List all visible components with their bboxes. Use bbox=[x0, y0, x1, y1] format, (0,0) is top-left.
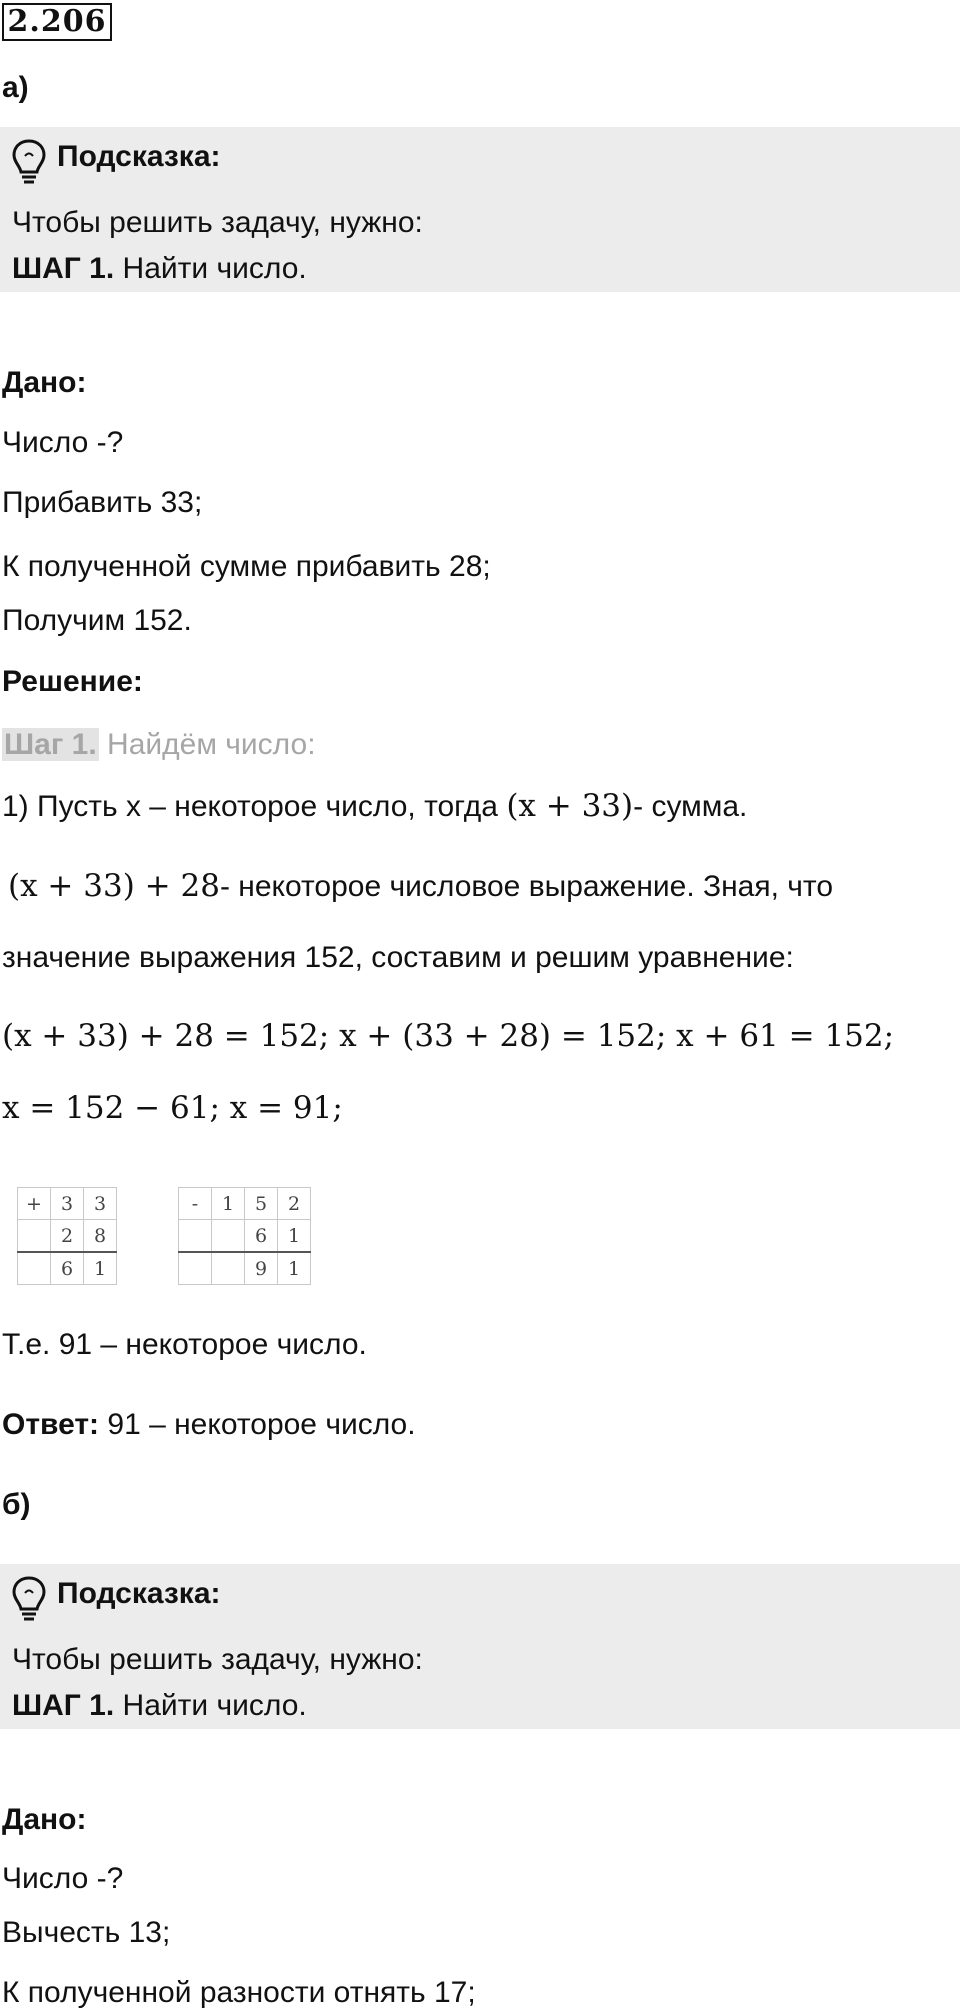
hint-box-a bbox=[0, 127, 960, 292]
equation-1: (x + 33) + 28 = 152; x + (33 + 28) = 152; x + 61 = 152; bbox=[2, 1018, 895, 1054]
line1-prefix: 1) Пусть x – некоторое число, тогда bbox=[2, 790, 507, 823]
calc-digit: 2 bbox=[278, 1188, 311, 1220]
lightbulb-icon bbox=[10, 1575, 48, 1621]
equation-2: x = 152 − 61; x = 91; bbox=[2, 1090, 343, 1126]
line1-suffix: - сумма. bbox=[633, 790, 748, 823]
hint-step-text: Найти число. bbox=[122, 1689, 307, 1722]
answer-label: Ответ: bbox=[2, 1408, 100, 1441]
given-line: К полученной разности отнять 17; bbox=[2, 1976, 476, 2009]
calc-cell bbox=[212, 1252, 245, 1285]
calc-cell bbox=[179, 1220, 212, 1253]
given-line: К полученной сумме прибавить 28; bbox=[2, 550, 491, 583]
calc-operator: - bbox=[179, 1188, 212, 1220]
answer bbox=[2, 1407, 416, 1443]
calc-cell bbox=[179, 1252, 212, 1285]
calc-cell bbox=[212, 1220, 245, 1253]
calc-digit: 6 bbox=[51, 1252, 84, 1285]
hint-step-label: ШАГ 1. bbox=[12, 252, 115, 285]
hint-intro: Чтобы решить задачу, нужно: bbox=[12, 1643, 423, 1676]
given-line: Прибавить 33; bbox=[2, 486, 203, 519]
hint-intro: Чтобы решить задачу, нужно: bbox=[12, 206, 423, 239]
line2-math: (x + 33) + 28 bbox=[8, 868, 220, 904]
calc-digit: 1 bbox=[278, 1220, 311, 1253]
solution-line-2 bbox=[8, 868, 833, 905]
given-title: Дано: bbox=[2, 366, 87, 399]
hint-step bbox=[12, 1688, 307, 1724]
calc-digit: 9 bbox=[245, 1252, 278, 1285]
given-title: Дано: bbox=[2, 1803, 87, 1836]
answer-text: 91 – некоторое число. bbox=[107, 1408, 416, 1441]
calc-digit: 1 bbox=[278, 1252, 311, 1285]
column-subtraction bbox=[178, 1187, 311, 1285]
calc-digit: 8 bbox=[84, 1220, 117, 1253]
hint-step-label: ШАГ 1. bbox=[12, 1689, 115, 1722]
calc-digit: 2 bbox=[51, 1220, 84, 1253]
hint-title: Подсказка: bbox=[57, 1577, 221, 1610]
conclusion: Т.е. 91 – некоторое число. bbox=[2, 1328, 367, 1361]
calc-digit: 6 bbox=[245, 1220, 278, 1253]
solution-step-label: Шаг 1. bbox=[4, 728, 97, 761]
calc-digit: 3 bbox=[51, 1188, 84, 1220]
calc-cell bbox=[18, 1220, 51, 1253]
hint-step bbox=[12, 251, 307, 287]
hint-title: Подсказка: bbox=[57, 140, 221, 173]
calc-digit: 1 bbox=[212, 1188, 245, 1220]
given-line: Число -? bbox=[2, 426, 124, 459]
given-line: Число -? bbox=[2, 1862, 124, 1895]
hint-box-b bbox=[0, 1564, 960, 1729]
calc-digit: 5 bbox=[245, 1188, 278, 1220]
solution-step-text: Найдём число: bbox=[107, 728, 316, 761]
problem-number: 2.206 bbox=[2, 3, 112, 41]
given-line: Вычесть 13; bbox=[2, 1916, 171, 1949]
solution-line-1 bbox=[2, 788, 747, 825]
column-addition bbox=[17, 1187, 117, 1285]
solution-step bbox=[2, 727, 316, 763]
part-b-label: б) bbox=[2, 1488, 31, 1521]
calc-digit: 1 bbox=[84, 1252, 117, 1285]
solution-title: Решение: bbox=[2, 665, 143, 698]
calc-operator: + bbox=[18, 1188, 51, 1220]
calc-cell bbox=[18, 1252, 51, 1285]
hint-step-text: Найти число. bbox=[122, 252, 307, 285]
given-line: Получим 152. bbox=[2, 604, 192, 637]
line2-suffix: - некоторое числовое выражение. Зная, что bbox=[219, 870, 834, 903]
lightbulb-icon bbox=[10, 138, 48, 184]
line1-math: (x + 33) bbox=[506, 788, 634, 824]
calc-digit: 3 bbox=[84, 1188, 117, 1220]
part-a-label: а) bbox=[2, 71, 29, 104]
solution-line-3: значение выражения 152, составим и решим уравнение: bbox=[2, 941, 794, 974]
